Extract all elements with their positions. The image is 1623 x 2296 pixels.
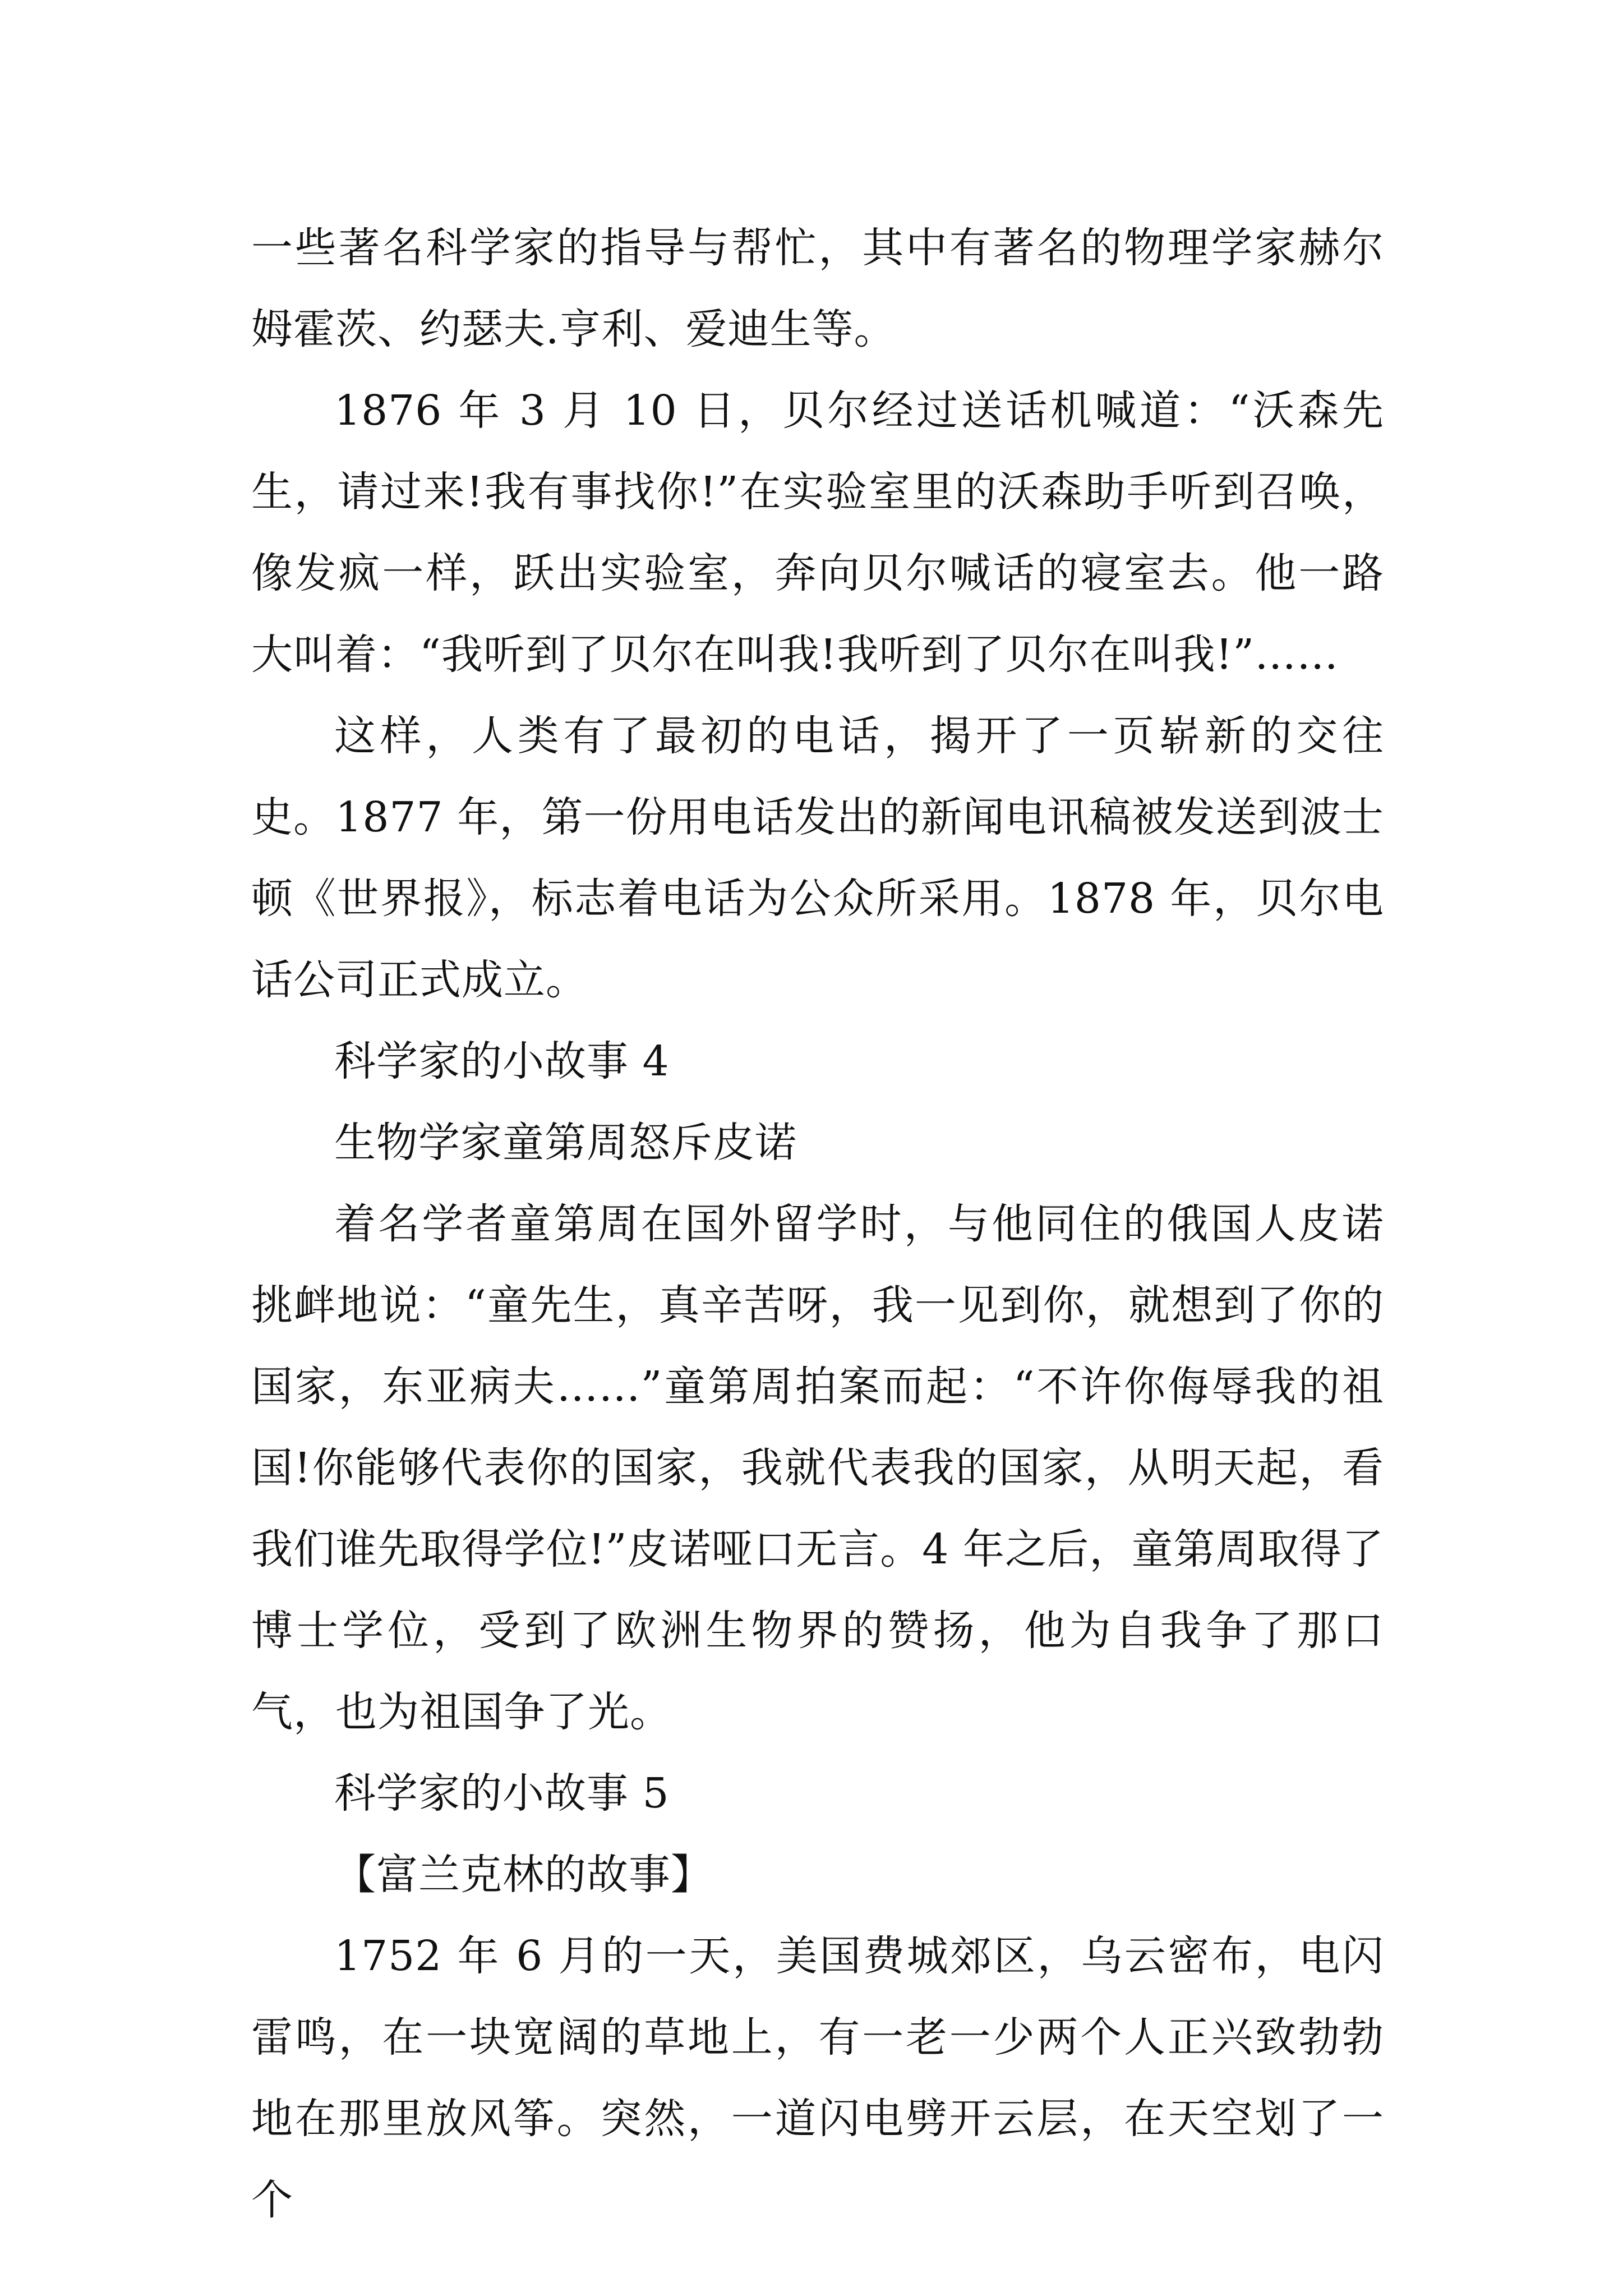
section-heading-story-5: 科学家的小故事 5 bbox=[334, 1769, 670, 1818]
paragraph-1: 一些著名科学家的指导与帮忙，其中有著名的物理学家赫尔姆霍茨、约瑟夫.亨利、爱迪生等。 bbox=[251, 224, 1384, 353]
section-heading-story-4: 科学家的小故事 4 bbox=[334, 1037, 670, 1085]
story-title-franklin: 【富兰克林的故事】 bbox=[334, 1851, 713, 1899]
paragraph-2: 1876 年 3 月 10 日，贝尔经过送话机喊道：“沃森先生，请过来!我有事找你!”在实验室里的沃森助手听到召唤，像发疯一样，跃出实验室，奔向贝尔喊话的寝室去。他一路大叫着：“我听到了贝尔在叫我!我听到了贝尔在叫我!”…… bbox=[251, 386, 1384, 679]
paragraph-3: 这样，人类有了最初的电话，揭开了一页崭新的交往史。1877 年，第一份用电话发出的新闻电讯稿被发送到波士顿《世界报》，标志着电话为公众所采用。1878 年，贝尔电话公司正式成立。 bbox=[251, 712, 1384, 1004]
paragraph-4: 着名学者童第周在国外留学时，与他同住的俄国人皮诺挑衅地说：“童先生，真辛苦呀，我一见到你，就想到了你的国家，东亚病夫……”童第周拍案而起：“不许你侮辱我的祖国!你能够代表你的国家，我就代表我的国家，从明天起，看我们谁先取得学位!”皮诺哑口无言。4 年之后，童第周取得了博士学位，受到了欧洲生物界的赞扬，他为自我争了那口气，也为祖国争了光。 bbox=[251, 1200, 1384, 1736]
document-body bbox=[251, 208, 1384, 2241]
paragraph-5: 1752 年 6 月的一天，美国费城郊区，乌云密布，电闪雷鸣，在一块宽阔的草地上，有一老一少两个人正兴致勃勃地在那里放风筝。突然，一道闪电劈开云层，在天空划了一个 bbox=[251, 1932, 1384, 2224]
story-title-tong-dizhou: 生物学家童第周怒斥皮诺 bbox=[334, 1119, 797, 1167]
